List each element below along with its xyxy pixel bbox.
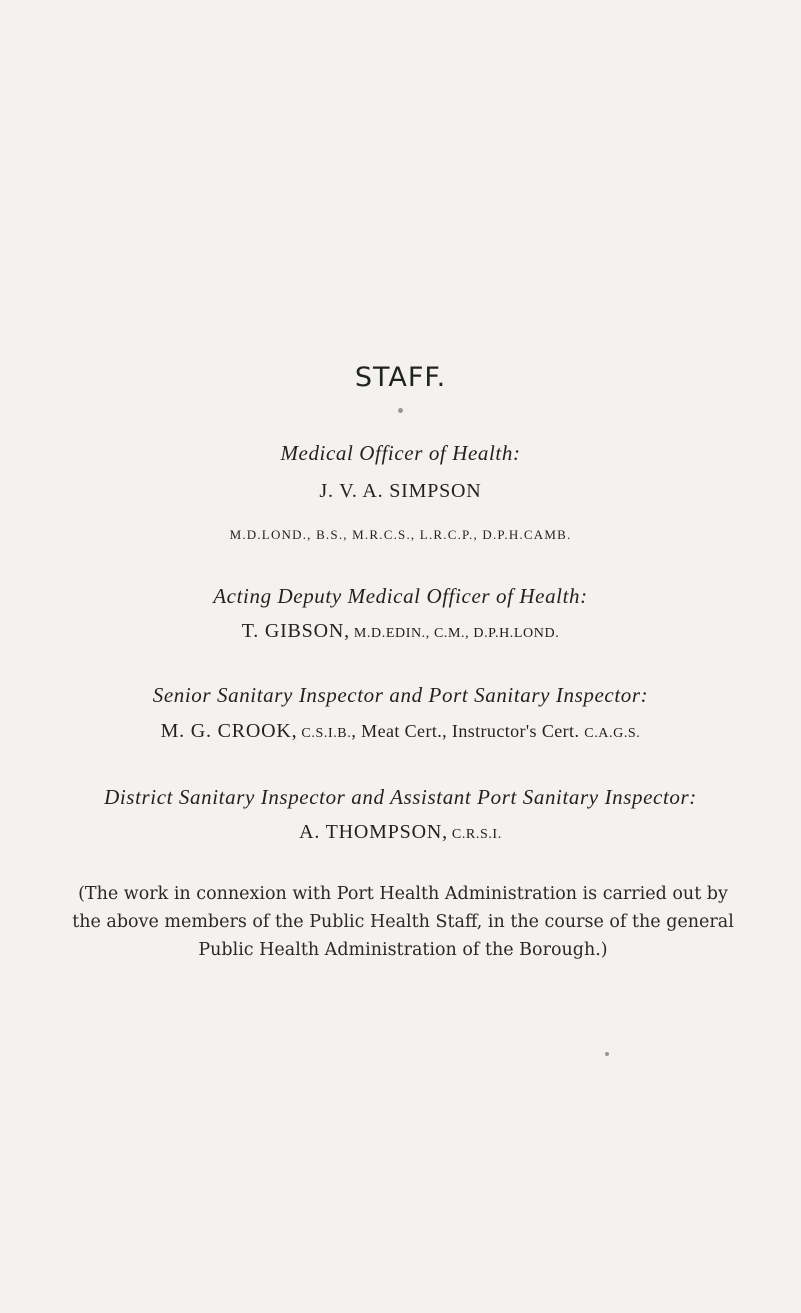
staff-line-thompson: [0, 821, 801, 844]
page-title: STAFF.: [354, 362, 447, 393]
qualifications-simpson: M.D.LOND., B.S., M.R.C.S., L.R.C.P., D.P.H.CAMB.: [229, 527, 572, 542]
name-thompson: A. THOMPSON,: [299, 821, 448, 843]
printer-ornament: [398, 408, 403, 413]
name-gibson: T. GIBSON,: [241, 620, 350, 642]
qualifications-crook-2: , Meat Cert., Instructor's Cert.: [351, 721, 585, 741]
staff-line-crook: [0, 720, 801, 743]
administration-note: [28, 880, 778, 964]
role-senior-sanitary-inspector: Senior Sanitary Inspector and Port Sanitary Inspector:: [152, 683, 649, 707]
qualifications-thompson: C.R.S.I.: [451, 827, 502, 842]
note-line-2: the above members of the Public Health Staff, in the course of the general: [72, 912, 734, 932]
role-medical-officer: Medical Officer of Health:: [280, 441, 521, 465]
name-simpson: J. V. A. SIMPSON: [319, 480, 482, 502]
qualifications-gibson: M.D.EDIN., C.M., D.P.H.LOND.: [353, 626, 560, 641]
role-acting-deputy: Acting Deputy Medical Officer of Health:: [213, 584, 588, 608]
page-speck: [605, 1052, 609, 1056]
staff-line-gibson: [0, 620, 801, 643]
qualifications-crook-1: C.S.I.B.: [301, 726, 352, 741]
role-district-sanitary-inspector: District Sanitary Inspector and Assistant Port Sanitary Inspector:: [104, 785, 697, 809]
note-line-1: (The work in connexion with Port Health Administration is carried out by: [78, 884, 728, 904]
name-crook: M. G. CROOK,: [160, 720, 298, 742]
note-line-3: Public Health Administration of the Borough.): [198, 940, 608, 960]
qualifications-crook-3: C.A.G.S.: [584, 726, 641, 741]
